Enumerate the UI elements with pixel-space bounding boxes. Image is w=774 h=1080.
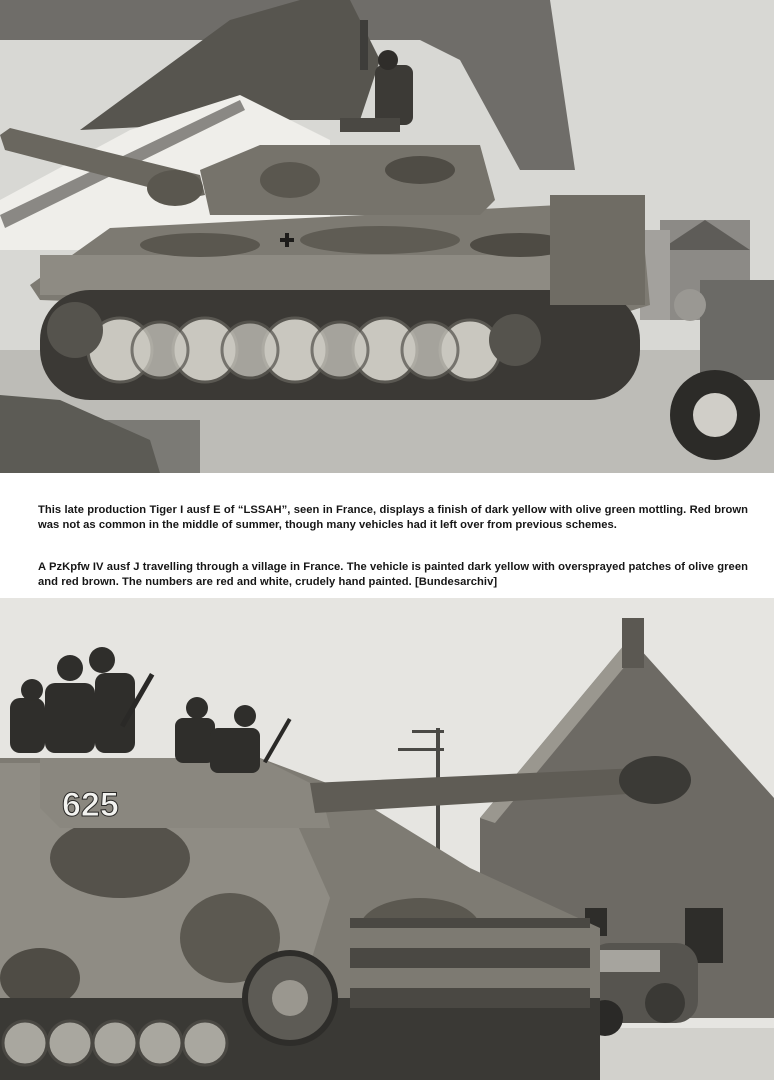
tiger-tank-photo bbox=[0, 0, 774, 473]
panzer-iv-photo bbox=[0, 598, 774, 1080]
panzer-iv-caption: A PzKpfw IV ausf J travelling through a village in France. The vehicle is painted dark yellow with oversprayed patches of olive green and red brown. The numbers are red and white, crudely hand painted. [Bundesarchiv] bbox=[38, 561, 748, 588]
turret-number: 625 bbox=[62, 786, 119, 824]
tiger-caption: This late production Tiger I ausf E of “LSSAH”, seen in France, displays a finish of dark yellow with olive green mottling. Red brown was not as common in the middle of summer, though many vehicles had it left over from previous schemes. bbox=[38, 504, 748, 531]
